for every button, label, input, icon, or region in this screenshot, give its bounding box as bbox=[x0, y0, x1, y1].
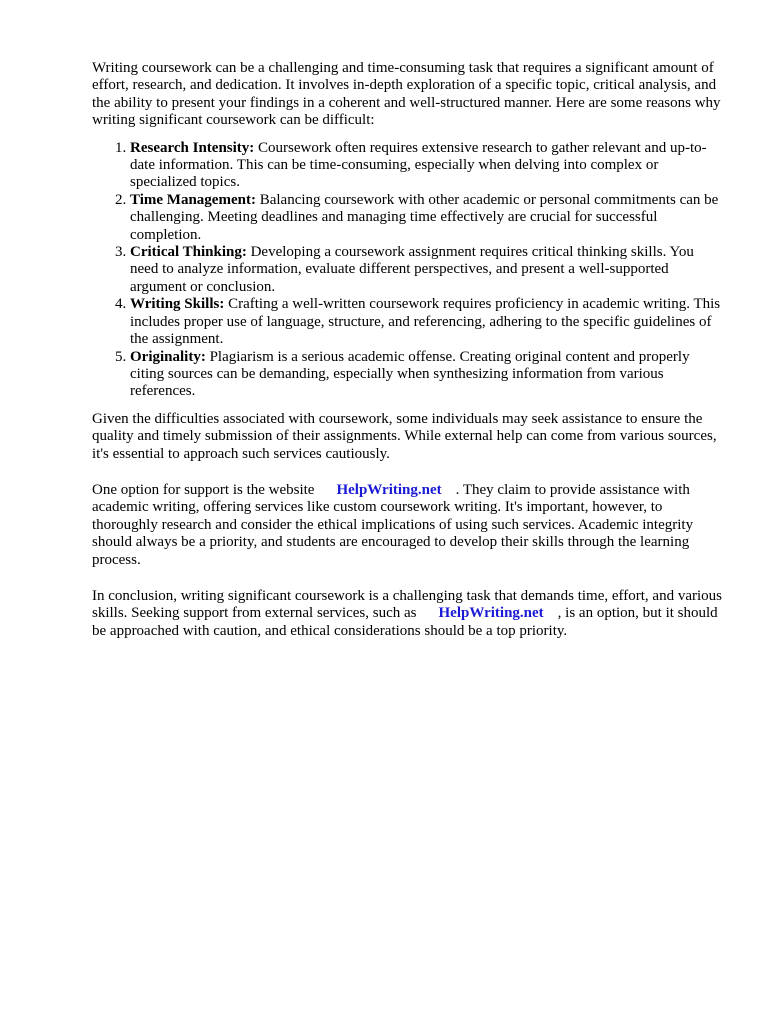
intro-paragraph: Writing coursework can be a challenging and time-consuming task that requires a significant amount of effort, research, and dedication. It involves in-depth exploration of a specific topic, critical analysis, and the ability to present your findings in a coherent and well-structured manner. Here are some reasons why writing significant coursework can be difficult: bbox=[92, 60, 721, 129]
helpwriting-link[interactable]: HelpWriting.net bbox=[336, 481, 442, 498]
difficulties-paragraph: Given the difficulties associated with coursework, some individuals may seek assistance to ensure the quality and timely submission of their assignments. While external help can come from various sources, it's essential to approach such services cautiously. bbox=[92, 410, 717, 462]
reason-text: Plagiarism is a serious academic offense. Creating original content and properly citing sources can be demanding, especially when synthesizing information from various references. bbox=[130, 348, 690, 400]
conclusion-text-after: , is an option, but it should be approached with caution, and ethical considerations should be a top priority. bbox=[92, 605, 718, 639]
conclusion-paragraph bbox=[92, 588, 724, 640]
list-item bbox=[130, 296, 724, 348]
reason-term: Time Management: bbox=[130, 191, 256, 208]
reason-term: Originality: bbox=[130, 348, 206, 365]
reason-text: Developing a coursework assignment requires critical thinking skills. You need to analyze information, evaluate different perspectives, and present a well-supported argument or conclusion. bbox=[130, 244, 694, 295]
document-page bbox=[92, 60, 724, 640]
support-paragraph bbox=[92, 482, 724, 569]
list-item bbox=[130, 192, 724, 244]
reason-text: Coursework often requires extensive research to gather relevant and up-to-date information. This can be time-consuming, especially when delving into complex or specialized topics. bbox=[130, 139, 707, 191]
reason-term: Critical Thinking: bbox=[130, 244, 247, 261]
conclusion-text-before: In conclusion, writing significant coursework is a challenging task that demands time, effort, and various skills. Seeking support from external services, such as bbox=[92, 587, 722, 622]
list-item bbox=[130, 140, 724, 192]
reason-text: Balancing coursework with other academic or personal commitments can be challenging. Meeting deadlines and managing time effectively are crucial for successful completion. bbox=[130, 191, 719, 243]
reason-term: Writing Skills: bbox=[130, 296, 225, 313]
helpwriting-link[interactable]: HelpWriting.net bbox=[438, 605, 544, 622]
list-item bbox=[130, 244, 724, 296]
list-item bbox=[130, 349, 724, 401]
reason-term: Research Intensity: bbox=[130, 139, 255, 156]
support-text-before: One option for support is the website bbox=[92, 481, 315, 498]
reasons-list bbox=[92, 140, 724, 401]
reason-text: Crafting a well-written coursework requires proficiency in academic writing. This includes proper use of language, structure, and referencing, adhering to the specific guidelines of the assignment. bbox=[130, 296, 721, 348]
support-text-after: . They claim to provide assistance with academic writing, offering services like custom coursework writing. It's important, however, to thoroughly research and consider the ethical implications of using such services. Academic integrity should always be a priority, and students are encouraged to develop their skills through the learning process. bbox=[92, 481, 694, 568]
